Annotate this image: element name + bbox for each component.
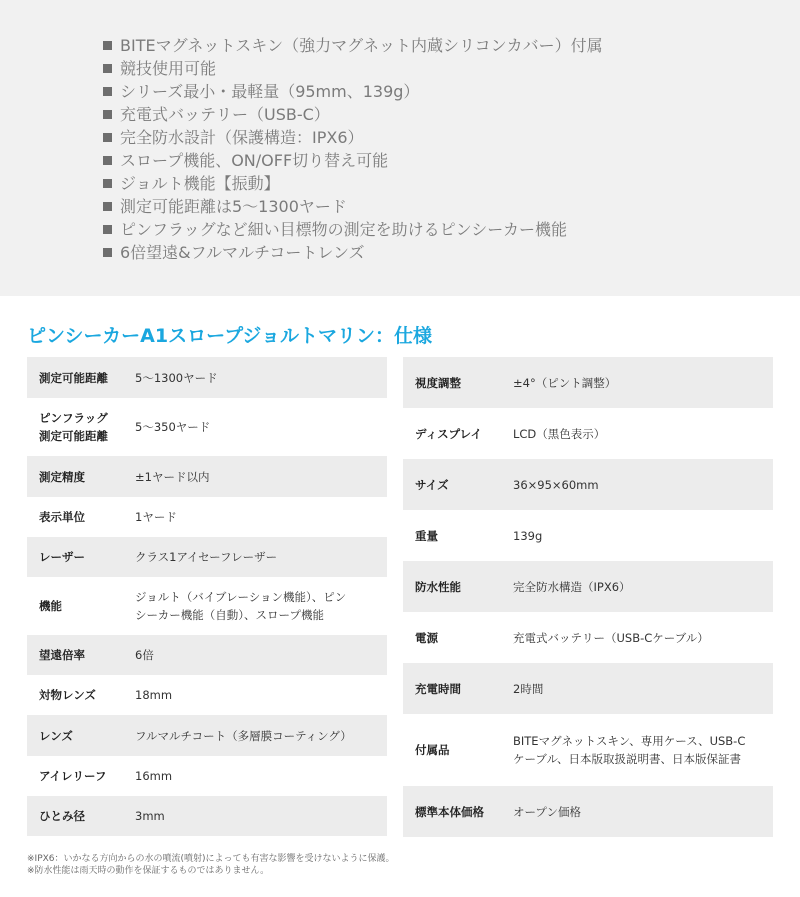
spec-value: 5～350ヤード <box>135 420 211 434</box>
square-bullet-icon <box>103 64 112 73</box>
spec-value: 18mm <box>135 688 173 702</box>
spec-row <box>27 635 387 675</box>
spec-row <box>403 459 773 510</box>
feature-panel <box>0 0 800 296</box>
spec-key: ひとみ径 <box>39 809 85 823</box>
spec-value: 3mm <box>135 809 165 823</box>
spec-row <box>27 796 387 836</box>
feature-item: ジョルト機能【振動】 <box>103 172 603 195</box>
square-bullet-icon <box>103 87 112 96</box>
spec-value: 充電式バッテリー（USB-Cケーブル） <box>513 630 709 645</box>
spec-row <box>27 456 387 497</box>
spec-key: 充電時間 <box>415 681 461 696</box>
spec-key: 電源 <box>415 630 438 645</box>
spec-key: レーザー <box>39 550 85 564</box>
spec-value: 16mm <box>135 769 173 783</box>
spec-value: フルマルチコート（多層膜コーティング） <box>135 728 352 743</box>
spec-row <box>403 357 773 408</box>
feature-item: 完全防水設計（保護構造：IPX6） <box>103 126 603 149</box>
spec-value: 139g <box>513 528 543 543</box>
spec-value: BITEマグネットスキン、専用ケース、USB-C ケーブル、日本版取扱説明書、日本版保証書 <box>513 734 746 766</box>
feature-item: 充電式バッテリー（USB-C） <box>103 103 603 126</box>
feature-item: シリーズ最小・最軽量（95mm、139g） <box>103 80 603 103</box>
spec-key: 付属品 <box>415 743 450 757</box>
feature-list <box>103 34 603 264</box>
spec-value: ジョルト（バイブレーション機能）、ピン シーカー機能（自動）、スロープ機能 <box>135 590 347 622</box>
spec-value: 1ヤード <box>135 510 177 524</box>
spec-key: 重量 <box>415 528 438 543</box>
spec-title: ピンシーカーA1スロープジョルトマリン：仕様 <box>27 325 432 347</box>
spec-key: 望遠倍率 <box>39 648 85 662</box>
spec-key: 防水性能 <box>415 579 461 594</box>
footnote: ※IPX6：いかなる方向からの水の噴流(噴射)によっても有害な影響を受けないように保護。 <box>27 854 395 864</box>
spec-key: 機能 <box>39 599 62 613</box>
spec-value: 2時間 <box>513 681 544 696</box>
feature-item: ピンフラッグなど細い目標物の測定を助けるピンシーカー機能 <box>103 218 603 241</box>
spec-row <box>27 537 387 577</box>
spec-value: 36×95×60mm <box>513 477 599 492</box>
spec-table-right <box>403 357 773 837</box>
spec-value: 6倍 <box>135 648 154 662</box>
square-bullet-icon <box>103 41 112 50</box>
spec-key: ディスプレイ <box>415 426 483 441</box>
feature-item: 6倍望遠&フルマルチコートレンズ <box>103 241 603 264</box>
spec-value: ±1ヤード以内 <box>135 469 210 484</box>
spec-row <box>403 714 773 786</box>
spec-key: サイズ <box>415 477 449 492</box>
spec-key: アイレリーフ <box>39 769 107 783</box>
spec-key: 測定可能距離 <box>39 370 108 385</box>
spec-value: ±4°（ピント調整） <box>513 375 617 390</box>
spec-row <box>27 715 387 756</box>
spec-key: 標準本体価格 <box>415 804 484 819</box>
spec-value: LCD（黒色表示） <box>513 426 606 441</box>
footnote: ※防水性能は雨天時の動作を保証するものではありません。 <box>27 866 270 876</box>
spec-row <box>27 675 387 715</box>
spec-key: 表示単位 <box>39 510 85 524</box>
spec-row <box>403 612 773 663</box>
spec-row <box>403 510 773 561</box>
spec-row <box>403 786 773 837</box>
square-bullet-icon <box>103 248 112 257</box>
spec-value: クラス1アイセーフレーザー <box>135 550 278 564</box>
square-bullet-icon <box>103 202 112 211</box>
spec-key: 視度調整 <box>415 375 461 390</box>
footnotes <box>27 853 395 877</box>
spec-row <box>27 756 387 796</box>
square-bullet-icon <box>103 179 112 188</box>
spec-key: 対物レンズ <box>39 688 96 702</box>
feature-item: 競技使用可能 <box>103 57 603 80</box>
spec-table-left <box>27 357 387 836</box>
spec-row <box>403 663 773 714</box>
spec-row <box>403 408 773 459</box>
spec-row <box>403 561 773 612</box>
spec-row <box>27 577 387 635</box>
feature-item: スロープ機能、ON/OFF切り替え可能 <box>103 149 603 172</box>
spec-key: ピンフラッグ 測定可能距離 <box>39 411 108 443</box>
spec-row <box>27 497 387 537</box>
square-bullet-icon <box>103 110 112 119</box>
square-bullet-icon <box>103 133 112 142</box>
spec-value: 完全防水構造（IPX6） <box>513 579 631 594</box>
spec-key: レンズ <box>39 728 73 743</box>
feature-item: 測定可能距離は5～1300ヤード <box>103 195 603 218</box>
feature-item: BITEマグネットスキン（強力マグネット内蔵シリコンカバー）付属 <box>103 34 603 57</box>
square-bullet-icon <box>103 156 112 165</box>
spec-value: オープン価格 <box>513 804 581 819</box>
square-bullet-icon <box>103 225 112 234</box>
spec-key: 測定精度 <box>39 469 85 484</box>
spec-row <box>27 357 387 398</box>
spec-row <box>27 398 387 456</box>
spec-value: 5～1300ヤード <box>135 370 218 385</box>
